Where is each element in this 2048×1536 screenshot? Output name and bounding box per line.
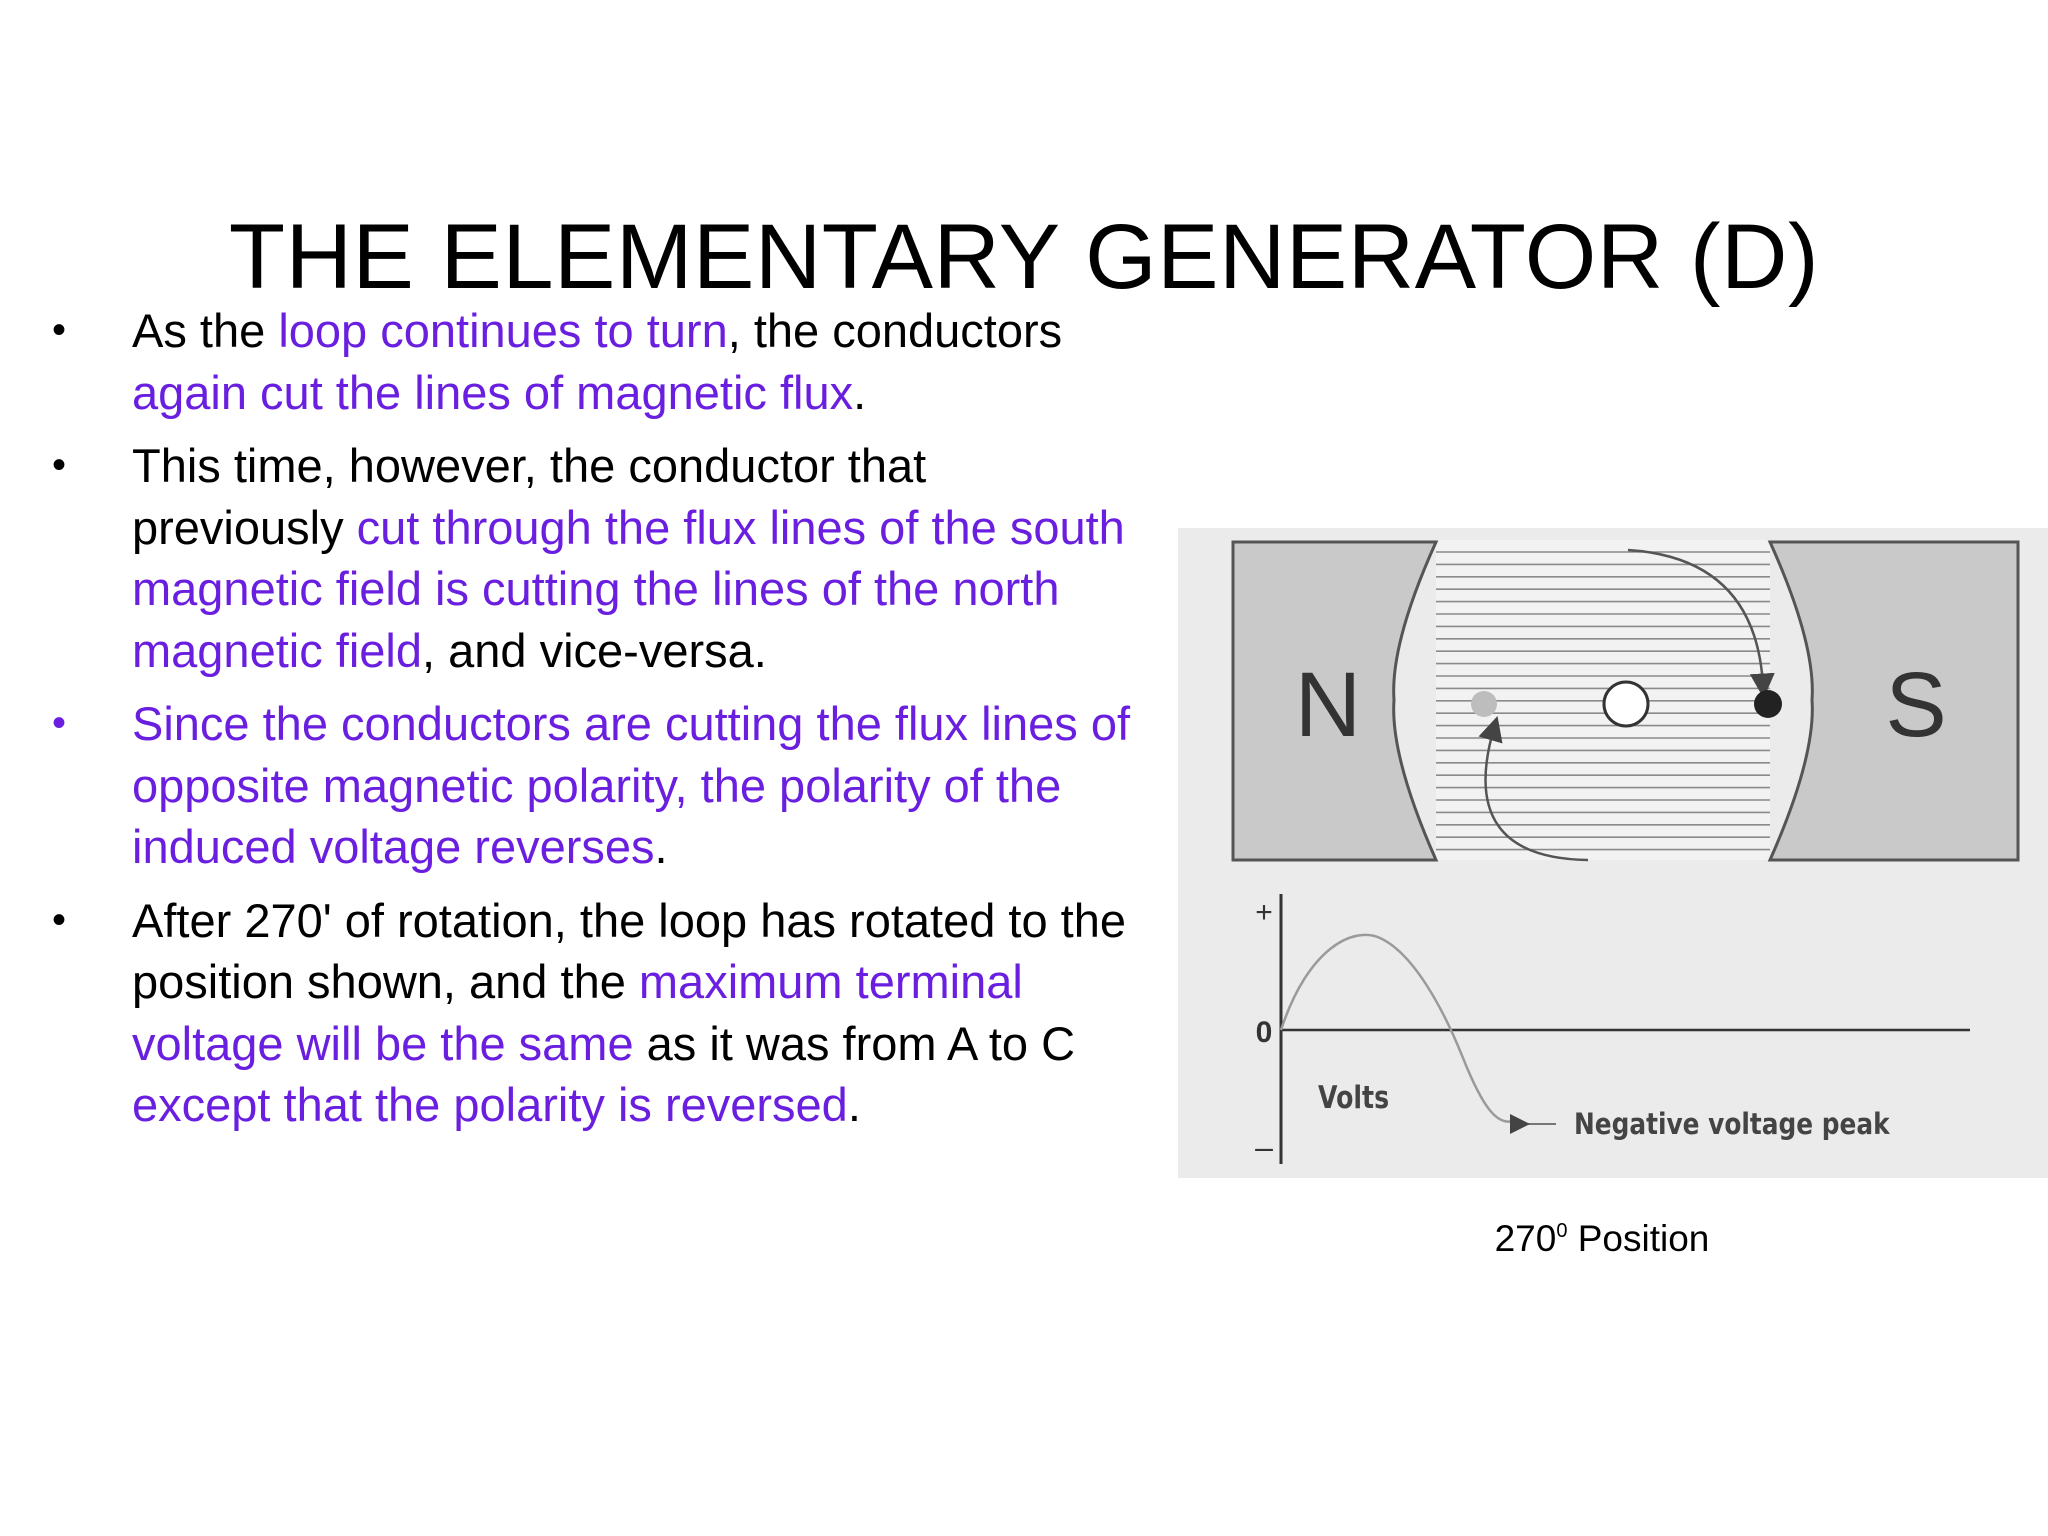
caption-superscript: 0: [1556, 1220, 1568, 1242]
bullet-list: [40, 300, 1150, 1148]
caption-angle: 270: [1494, 1218, 1557, 1259]
bullet-segment: .: [853, 365, 867, 419]
highlighted-segment: cut through the flux lines of the south magnetic field is cutting the lines of the north magnetic field: [132, 500, 1125, 677]
sine-wave: [1281, 935, 1516, 1122]
bullet-dot-icon: •: [52, 308, 67, 352]
voltage-graph: [1255, 894, 1970, 1165]
slide-title: THE ELEMENTARY GENERATOR (D): [228, 205, 1820, 308]
bullet-dot-icon: •: [52, 443, 67, 487]
bullet-segment: , the conductors: [727, 304, 1063, 357]
figure-caption: [1420, 1208, 1784, 1262]
bullet-segment: as it was from A to C: [633, 1016, 1076, 1070]
highlighted-segment: loop continues to turn: [278, 304, 728, 357]
conductor-light: [1471, 691, 1497, 717]
conductor-dark: [1754, 690, 1782, 718]
bullet-dot-icon: •: [52, 897, 67, 942]
bullet-segment: After 270' of rotation, the loop has rotated to the position shown, and the: [132, 893, 1127, 1008]
highlighted-segment: except that the polarity is reversed: [132, 1078, 848, 1131]
caption-suffix: Position: [1567, 1218, 1710, 1259]
bullet-item: [40, 300, 1150, 423]
axis-minus-label: –: [1255, 1129, 1273, 1165]
highlighted-segment: maximum terminal voltage will be the same: [132, 955, 1023, 1070]
bullet-segment: As the: [132, 304, 279, 357]
generator-diagram: [1178, 528, 2048, 1178]
bullet-segment: , and vice-versa.: [422, 623, 767, 677]
generator-figure: [1178, 528, 2048, 1178]
south-pole-label: S: [1885, 654, 1947, 756]
north-pole-label: N: [1294, 654, 1362, 756]
bullet-item: [40, 435, 1150, 681]
bullet-item: [40, 693, 1150, 878]
volts-label: Volts: [1318, 1079, 1390, 1116]
bullet-segment: This time, however, the conductor that previously: [132, 439, 927, 554]
axis-zero-label: 0: [1255, 1016, 1273, 1049]
bullet-item: [40, 890, 1150, 1136]
shaft-center: [1604, 682, 1648, 726]
highlighted-segment: Since the conductors are cutting the flux lines of opposite magnetic polarity, the polarity of the induced voltage reverses: [132, 697, 1131, 873]
axis-plus-label: +: [1255, 896, 1273, 929]
bullet-segment: .: [654, 820, 668, 873]
peak-label: Negative voltage peak: [1574, 1107, 1890, 1142]
bullet-dot-icon: •: [52, 701, 67, 745]
highlighted-segment: again cut the lines of magnetic flux: [132, 365, 854, 419]
bullet-segment: .: [847, 1078, 861, 1131]
